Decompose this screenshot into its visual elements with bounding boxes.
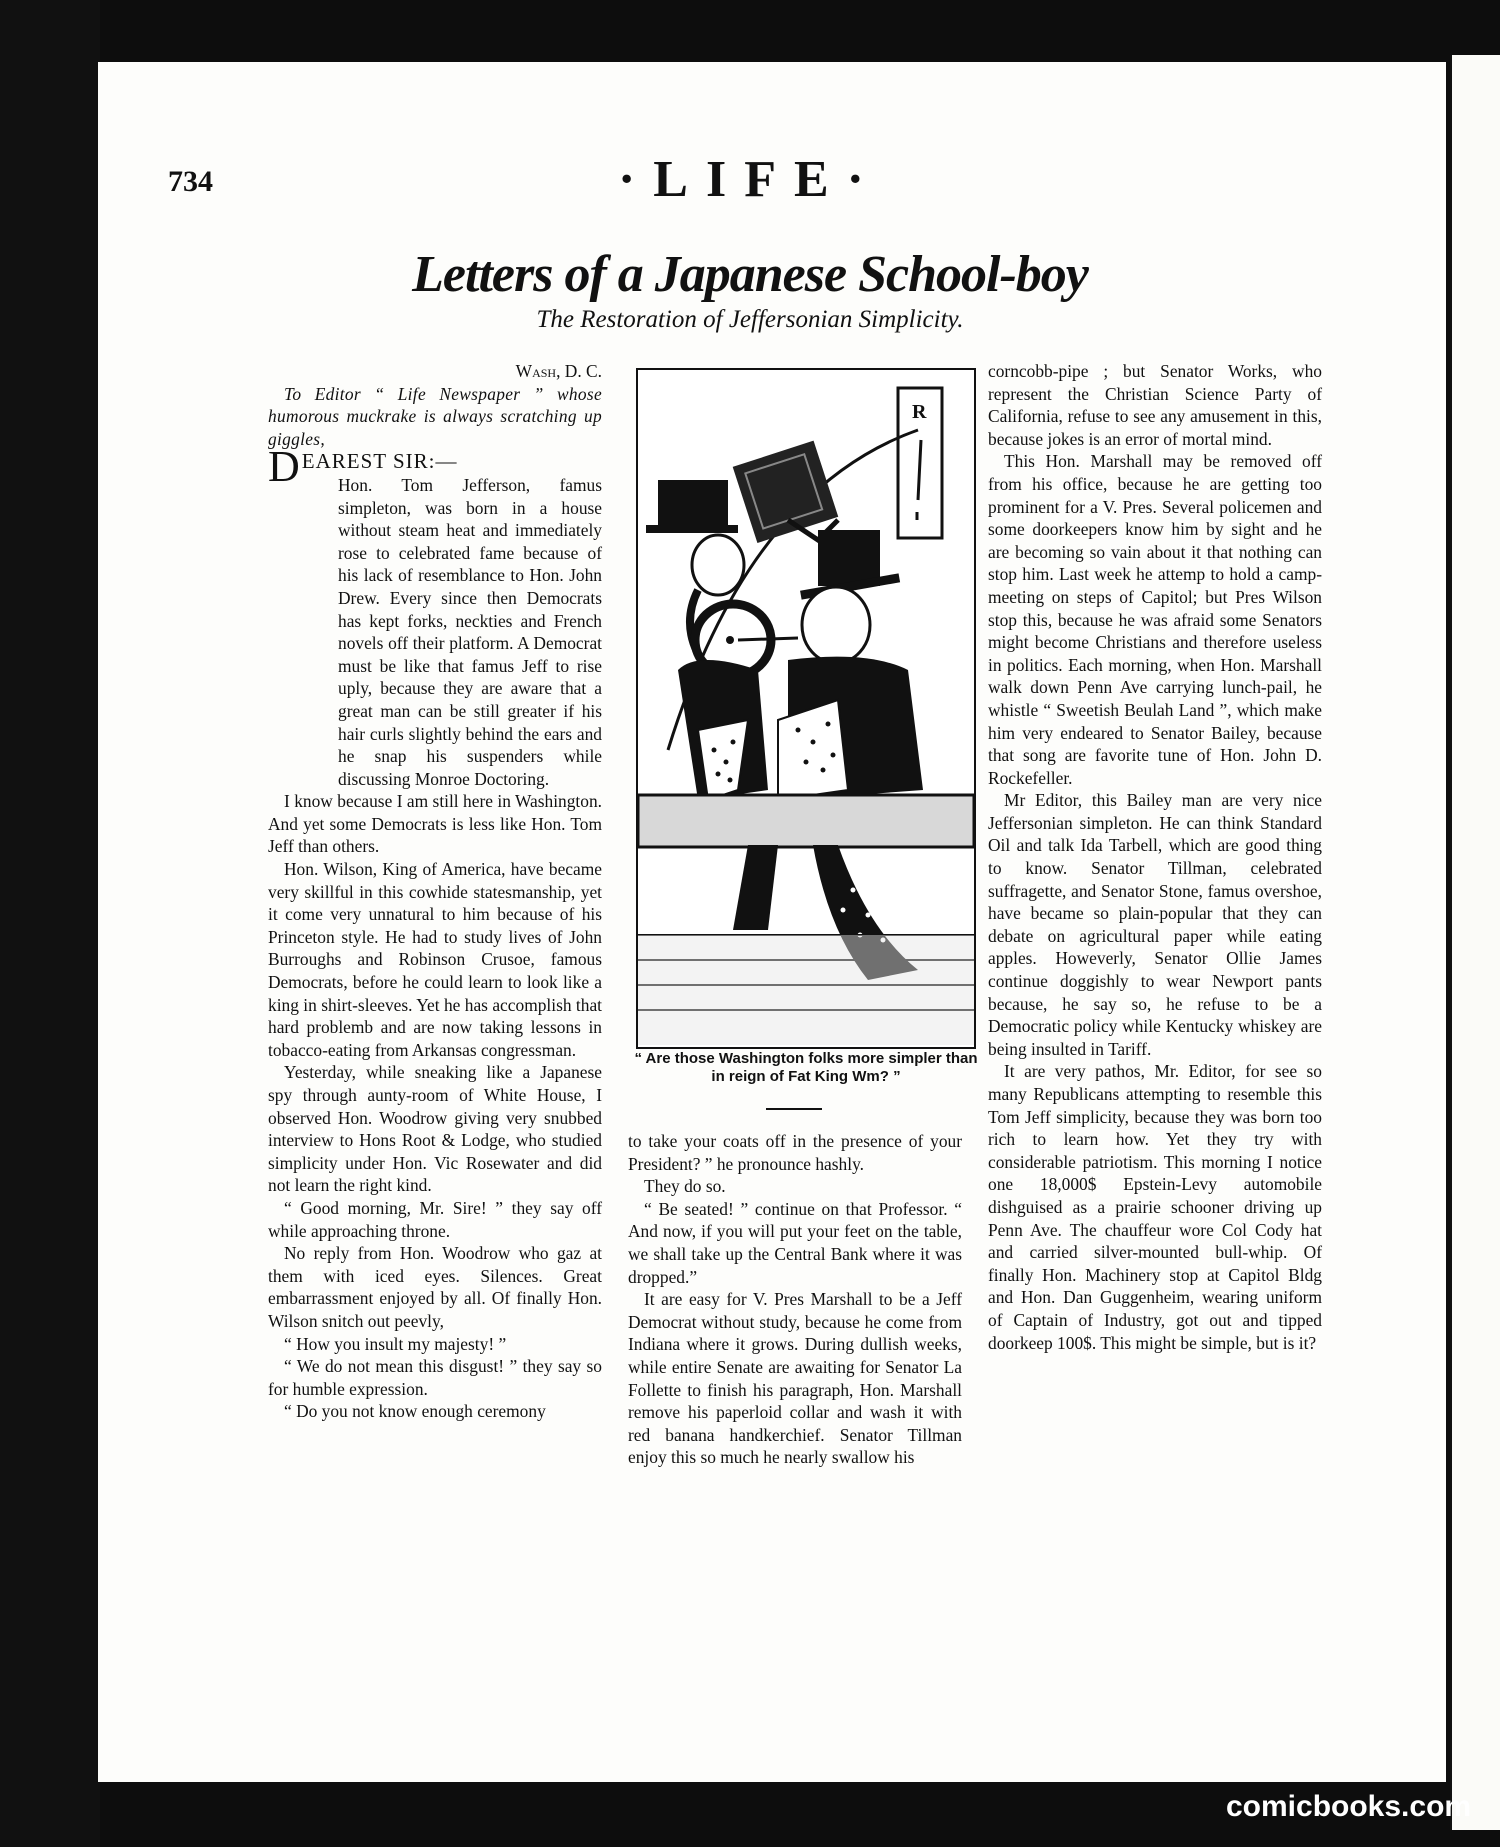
- paragraph: I know because I am still here in Washington. And yet some Democrats is less like Hon. Tom Jeff than others.: [268, 791, 602, 857]
- paragraph: Yesterday, while sneaking like a Japanese spy through aunty-room of White House, I observed Hon. Woodrow giving very snubbed interview to Hons Root & Lodge, who studied simplicity under Hon. Vic Rosewater and did not learn the right kind.: [268, 1062, 602, 1196]
- top-hat-lower: [818, 530, 880, 586]
- book: [733, 441, 839, 543]
- paragraph: corncobb-pipe ; but Senator Works, who represent the Christian Science Party of California, refuse to see any amusement in this, because jokes is an error of mortal mind.: [988, 361, 1322, 449]
- greeting-text: EAREST SIR:—: [301, 449, 458, 474]
- paragraph: “ We do not mean this disgust! ” they say so for humble expression.: [268, 1356, 602, 1399]
- paragraph: This Hon. Marshall may be removed off from his office, because he are getting too prominent for a V. Pres. Several policemen and some doorkeepers know him by sight and he are becoming so vain about it that nothing can stop him. Last week he attemp to hold a camp-meeting on steps of Capitol; but Pres Wilson stop this, because he was afraid some Senators might become Christians and therefore useless in politics. Each morning, when Hon. Marshall walk down Penn Ave carrying lunch-pail, he whistle “ Sweetish Beulah Land ”, which make him very endeared to Senator Bailey, because that song are favorite tune of Hon. John D. Rockefeller.: [988, 451, 1322, 788]
- article-title: Letters of a Japanese School-boy: [412, 246, 1088, 303]
- drop-cap: D: [268, 442, 300, 492]
- article-subtitle: The Restoration of Jeffersonian Simplicity.: [536, 306, 964, 333]
- paragraph: Hon. Wilson, King of America, have became very skillful in this cowhide statesmanship, yet it come very unnatural to him because of his Princeton style. He had to study lives of John Burroughs and Robinson Crusoe, famous Democrats, before he could learn to look like a king in shirt-sleeves. Yet he has accomplish that hard problemb and are now taking lessons in tobacco-eating from Arkansas congressman.: [268, 859, 602, 1060]
- greeting: [268, 442, 602, 492]
- cartoon-illustration: [636, 368, 976, 1049]
- paragraph: It are easy for V. Pres Marshall to be a Jeff Democrat without study, because he come from Indiana where it grows. During dullish weeks, while entire Senate are awaiting for Senator La Follette to finish his paragraph, Hon. Marshall remove his paperloid collar and wash it with red banana handkerchief. Senator Tillman enjoy this so much he nearly swallow his: [628, 1289, 962, 1468]
- page-number: 734: [168, 165, 213, 198]
- paragraph: “ Be seated! ” continue on that Professor. “ And now, if you will put your feet on the table, we shall take up the Central Bank where it was dropped.”: [628, 1198, 962, 1287]
- top-hat-upper: [658, 480, 728, 528]
- column-3: [988, 360, 1322, 1354]
- section-divider: [766, 1108, 822, 1110]
- cartoon-caption: “ Are those Washington folks more simpler than in reign of Fat King Wm? ”: [634, 1050, 978, 1085]
- paragraph: to take your coats off in the presence of your President? ” he pronounce hashly.: [628, 1131, 962, 1174]
- cartoon-drawing: [638, 370, 974, 1047]
- watermark: comicbooks.com: [1226, 1790, 1472, 1823]
- paragraph: “ Do you not know enough ceremony: [284, 1401, 546, 1422]
- paragraph: “ Good morning, Mr. Sire! ” they say off while approaching throne.: [268, 1197, 602, 1241]
- masthead: ·LIFE·: [617, 151, 883, 208]
- signature-mark: R: [912, 401, 927, 423]
- table: [638, 795, 974, 847]
- column-2: [628, 1130, 962, 1469]
- paragraph: “ How you insult my majesty! ”: [284, 1333, 507, 1354]
- paragraph: No reply from Hon. Woodrow who gaz at them with iced eyes. Silences. Great embarrassment enjoyed by all. Of finally Hon. Wilson snitch out peevly,: [268, 1243, 602, 1331]
- paragraph: It are very pathos, Mr. Editor, for see so many Republicans attempting to resemble this Tom Jeff simplicity, because they was born too rich to learn how. Yet they try with considerable patriotism. This morning I notice one 18,000$ Epstein-Levy automobile dishguised as a prairie schooner driving up Penn Ave. The chauffeur wore Col Cody hat and carried silver-mounted bull-whip. Of finally Hon. Machinery stop at Capitol Bldg and Hon. Dan Guggenheim, wearing uniform of Captain of Industry, got out and tipped doorkeep 100$. This might be simple, but is it?: [988, 1061, 1322, 1353]
- dedication: To Editor “ Life Newspaper ” whose humorous muckrake is always scratching up giggles,: [268, 383, 602, 449]
- column-1: [268, 360, 602, 1423]
- dateline: Wash, D. C.: [515, 361, 602, 381]
- column-1-body: [268, 474, 602, 1423]
- paragraph: Hon. Tom Jefferson, famus simpleton, was born in a house without steam heat and immediately rose to celebrated fame because of his lack of resemblance to Hon. John Drew. Every since then Democrats has kept forks, neckties and French novels off their platform. A Democrat must be like that famus Jeff to rise uply, because they are aware that a great man can be still greater if his hair curls slightly behind the ears and he snap his suspenders while discussing Monroe Doctoring.: [338, 474, 602, 789]
- paragraph: Mr Editor, this Bailey man are very nice Jeffersonian simpleton. He can think Standard Oil and talk Ida Tarbell, which are good thing to know. Senator Tillman, celebrated suffragette, and Senator Stone, famus overshoe, have became so plain-popular that they can debate on agricultural paper while eating apples. Howeverly, Senator Ollie James continue doggishly to wear Newport pants because, he say so, he refuse to be a Democratic policy while Kentucky whiskey are being insulted in Tariff.: [988, 790, 1322, 1059]
- paragraph: They do so.: [644, 1176, 726, 1197]
